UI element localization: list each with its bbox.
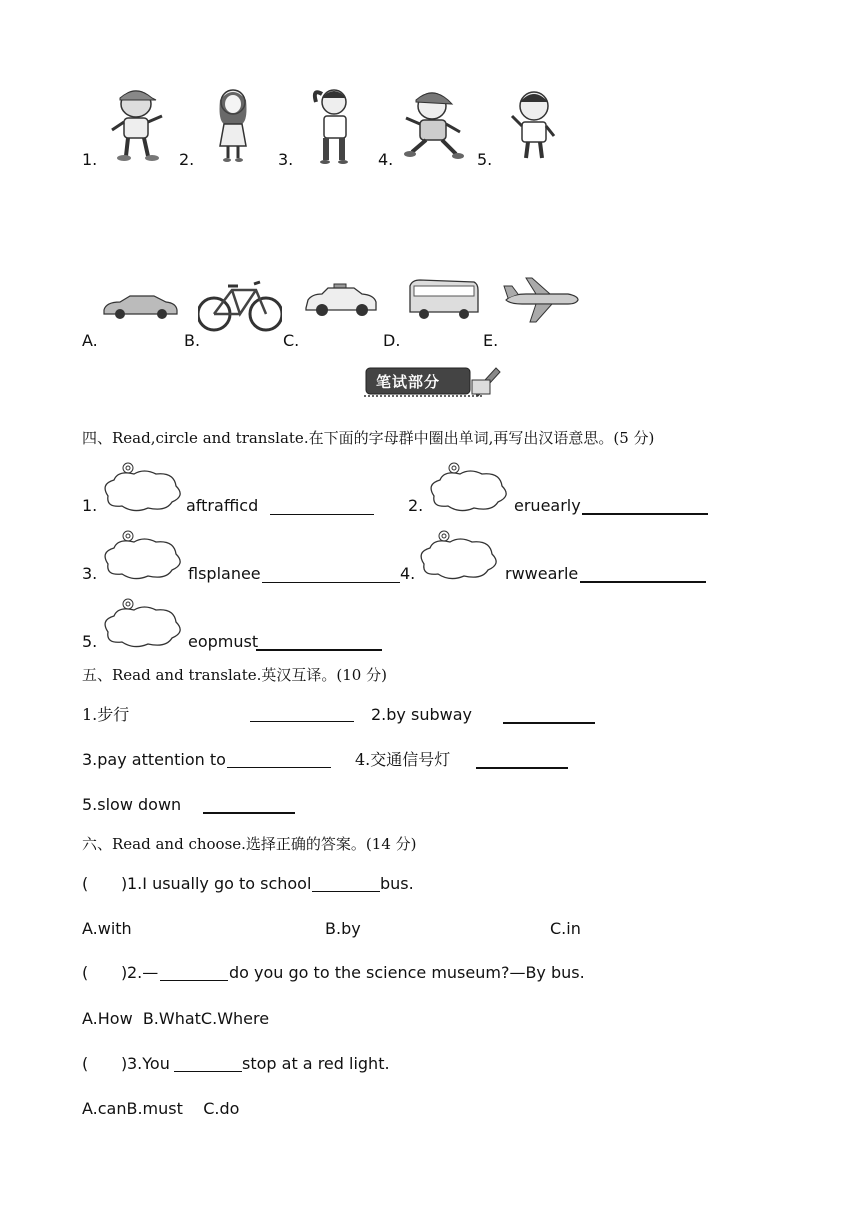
answer-blank[interactable] <box>270 513 374 515</box>
item-number: 2. <box>408 496 424 515</box>
girl-long-hair-icon <box>210 86 256 164</box>
cloud-icon <box>426 462 512 516</box>
answer-blank[interactable] <box>227 766 331 768</box>
boy-running-icon <box>402 88 466 162</box>
picture-number: 4. <box>378 150 394 169</box>
girl-ponytail-icon <box>312 84 358 166</box>
picture-number: 1. <box>82 150 98 169</box>
translate-item: 2.by subway <box>371 705 472 724</box>
translate-item: 1.步行 <box>82 705 130 724</box>
answer-blank[interactable] <box>262 581 400 583</box>
answer-blank[interactable] <box>256 648 382 651</box>
answer-blank[interactable] <box>174 1070 242 1072</box>
question-stem: bus. <box>380 874 414 893</box>
answer-blank[interactable] <box>503 721 595 724</box>
answer-paren-close: ) <box>121 1054 128 1073</box>
boy-waving-icon <box>508 88 560 162</box>
section-6-title: 六、Read and choose.选择正确的答案。(14 分) <box>82 835 417 853</box>
picture-letter: A. <box>82 331 98 350</box>
answer-paren-open: ( <box>82 963 89 982</box>
picture-letter: E. <box>483 331 499 350</box>
section-4-title: 四、Read,circle and translate.在下面的字母群中圈出单词,再写出汉语意思。(5 分) <box>82 429 655 447</box>
picture-number: 3. <box>278 150 294 169</box>
letter-group: rwwearle <box>505 564 579 583</box>
written-section-banner <box>362 362 502 400</box>
answer-blank[interactable] <box>312 890 380 892</box>
cloud-icon <box>100 530 186 584</box>
answer-blank[interactable] <box>160 979 228 981</box>
cloud-icon <box>100 598 186 652</box>
bicycle-icon <box>198 276 282 334</box>
option[interactable]: C.in <box>550 919 581 938</box>
letter-group: flsplanee <box>188 564 261 583</box>
picture-number: 2. <box>179 150 195 169</box>
item-number: 4. <box>400 564 416 583</box>
answer-paren-close: ) <box>121 874 128 893</box>
translate-item: 3.pay attention to <box>82 750 226 769</box>
option[interactable]: A.How B.WhatC.Where <box>82 1009 270 1028</box>
question-stem: do you go to the science museum?—By bus. <box>229 963 585 982</box>
item-number: 5. <box>82 632 98 651</box>
boy-cap-icon <box>108 86 168 162</box>
picture-letter: C. <box>283 331 300 350</box>
question-stem: 2.— <box>127 963 159 982</box>
answer-paren-open: ( <box>82 1054 89 1073</box>
question-stem: stop at a red light. <box>242 1054 390 1073</box>
letter-group: eopmust <box>188 632 259 651</box>
cloud-icon <box>100 462 186 516</box>
question-stem: 1.I usually go to school <box>127 874 312 893</box>
car-icon <box>100 292 180 320</box>
answer-paren-close: ) <box>121 963 128 982</box>
answer-blank[interactable] <box>203 811 295 814</box>
answer-paren-open: ( <box>82 874 89 893</box>
translate-item: 5.slow down <box>82 795 182 814</box>
section-5-title: 五、Read and translate.英汉互译。(10 分) <box>82 666 387 684</box>
airplane-icon <box>502 276 580 326</box>
letter-group: eruearly <box>514 496 581 515</box>
answer-blank[interactable] <box>250 720 354 722</box>
option[interactable]: A.with <box>82 919 132 938</box>
question-stem: 3.You <box>127 1054 170 1073</box>
option[interactable]: B.by <box>325 919 361 938</box>
answer-blank[interactable] <box>476 766 568 769</box>
picture-number: 5. <box>477 150 493 169</box>
banner-text: 笔试部分 <box>376 373 441 391</box>
option[interactable]: A.canB.must C.do <box>82 1099 240 1118</box>
bus-icon <box>406 278 480 322</box>
picture-letter: D. <box>383 331 401 350</box>
taxi-icon <box>300 282 380 318</box>
item-number: 1. <box>82 496 98 515</box>
translate-item: 4.交通信号灯 <box>355 750 451 769</box>
picture-letter: B. <box>184 331 201 350</box>
answer-blank[interactable] <box>582 512 708 515</box>
item-number: 3. <box>82 564 98 583</box>
cloud-icon <box>416 530 502 584</box>
answer-blank[interactable] <box>580 580 706 583</box>
letter-group: aftrafficd <box>186 496 259 515</box>
